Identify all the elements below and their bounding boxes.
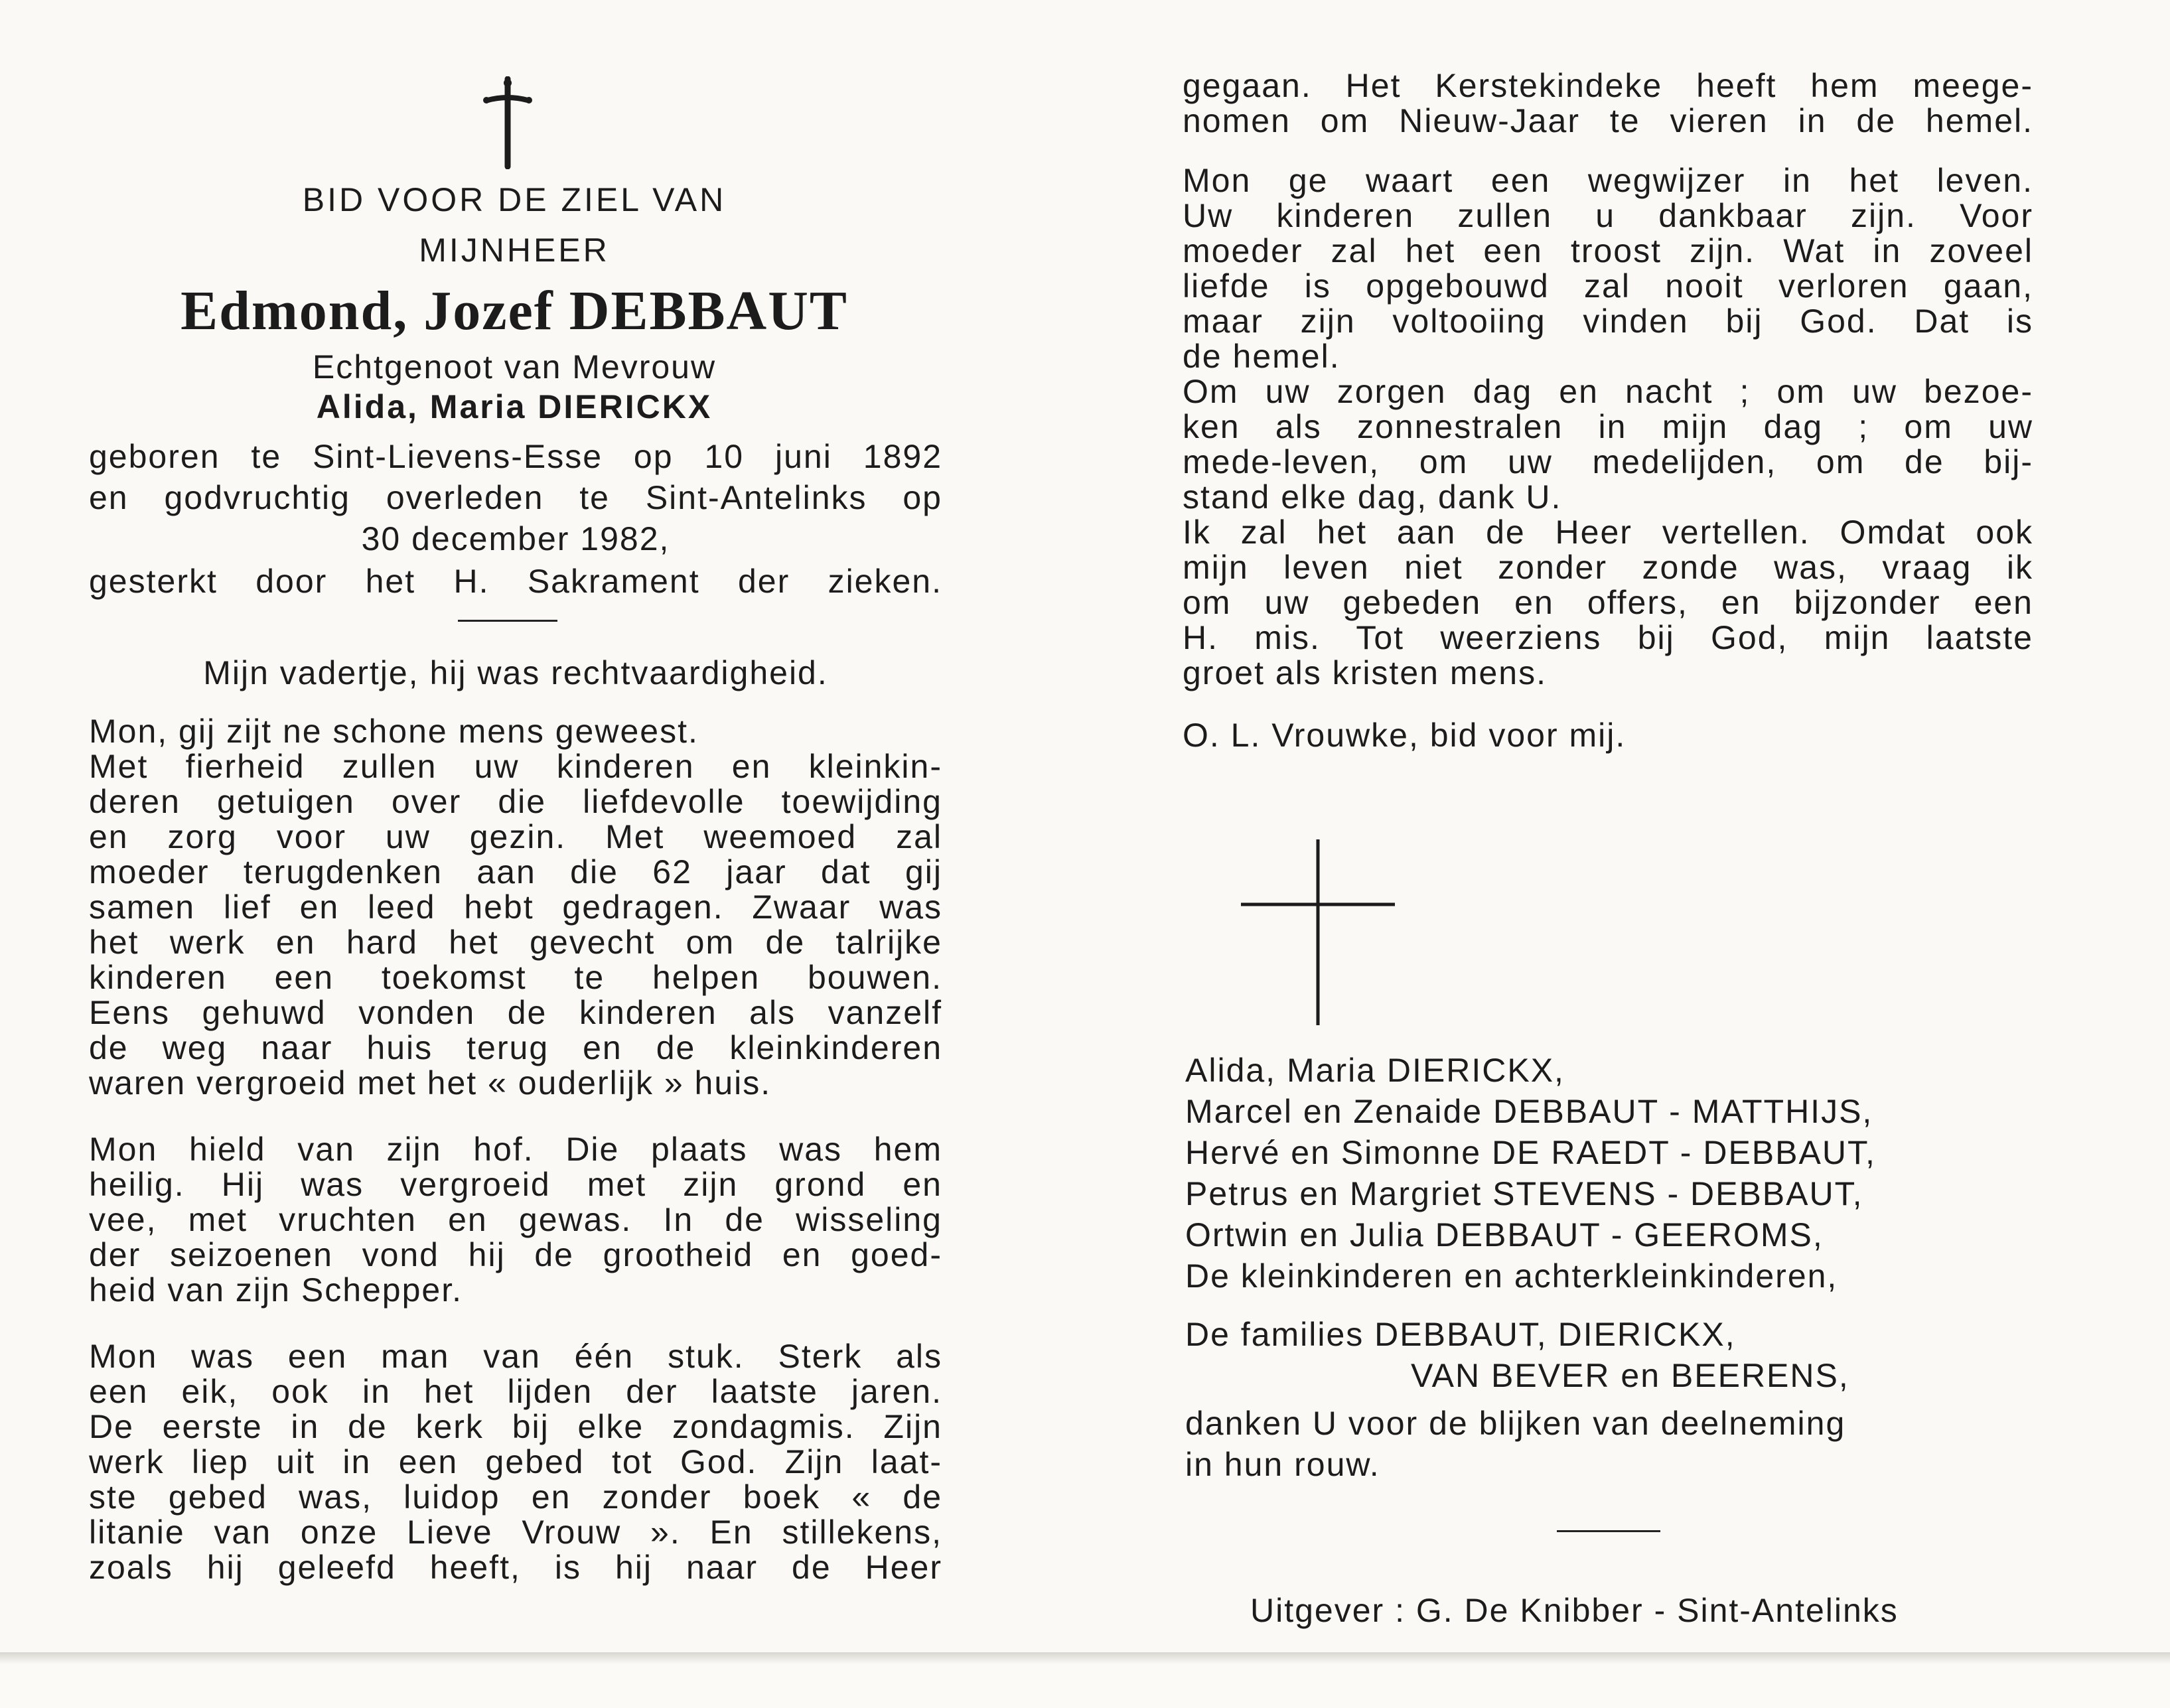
text-line: om uw gebeden en offers, en bijzonder een (1183, 584, 2033, 621)
text-line: Mon ge waart een wegwijzer in het leven. (1183, 162, 2033, 199)
spouse-name: Alida, Maria DIERICKX (316, 388, 713, 425)
text-line: H. mis. Tot weerziens bij God, mijn laatste (1183, 619, 2033, 656)
family-line: Alida, Maria DIERICKX, (1185, 1052, 1565, 1089)
families-line-1: De families DEBBAUT, DIERICKX, (1185, 1316, 1736, 1353)
text-line: gegaan. Het Kerstekindeke heeft hem meege- (1183, 67, 2033, 104)
text-line: mijn leven niet zonder zonde was, vraag ik (1183, 549, 2033, 586)
text-line: vee, met vruchten en gewas. In de wisseling (89, 1201, 942, 1238)
families-line-2: VAN BEVER en BEERENS, (1411, 1357, 1849, 1394)
text-line: liefde is opgebouwd zal nooit verloren gaan, (1183, 267, 2033, 305)
memorial-cross-icon (1241, 839, 1400, 1025)
text-line: zoals hij geleefd heeft, is hij naar de Heer (89, 1549, 942, 1586)
text-line: kinderen een toekomst te helpen bouwen. (89, 959, 942, 996)
text-line: heid van zijn Schepper. (89, 1271, 463, 1309)
family-line: Petrus en Margriet STEVENS - DEBBAUT, (1185, 1175, 1863, 1212)
text-line: Uw kinderen zullen u dankbaar zijn. Voor (1183, 197, 2033, 234)
text-line: de hemel. (1183, 338, 1340, 375)
text-line: de weg naar huis terug en de kleinkinderen (89, 1029, 942, 1066)
title-mijnheer: MIJNHEER (419, 232, 610, 269)
text-line: maar zijn voltooiing vinden bij God. Dat is (1183, 303, 2033, 340)
thanks-line: in hun rouw. (1185, 1446, 1380, 1483)
text-line: ste gebed was, luidop en zonder boek « de (89, 1478, 942, 1516)
text-line: De eerste in de kerk bij elke zondagmis. Zijn (89, 1408, 942, 1445)
prayer-heading: BID VOOR DE ZIEL VAN (302, 181, 727, 218)
text-line: Om uw zorgen dag en nacht ; om uw bezoe- (1183, 373, 2033, 410)
text-line: Met fierheid zullen uw kinderen en kleinkin- (89, 748, 942, 785)
text-line: stand elke dag, dank U. (1183, 478, 1562, 516)
prayer-line: O. L. Vrouwke, bid voor mij. (1183, 717, 1627, 754)
thanks-line: danken U voor de blijken van deelneming (1185, 1405, 1846, 1442)
death-date: 30 december 1982, (361, 520, 670, 557)
divider (458, 620, 557, 622)
birth-line-1: geboren te Sint-Lievens-Esse op 10 juni 1892 (89, 438, 942, 475)
family-line: De kleinkinderen en achterkleinkinderen, (1185, 1257, 1838, 1295)
text-line: mede-leven, om uw medelijden, om de bij- (1183, 443, 2033, 480)
text-line: samen lief en leed hebt gedragen. Zwaar was (89, 889, 942, 926)
text-line: en zorg voor uw gezin. Met weemoed zal (89, 818, 942, 855)
text-line: ken als zonnestralen in mijn dag ; om uw (1183, 408, 2033, 445)
text-line: Eens gehuwd vonden de kinderen als vanzelf (89, 994, 942, 1031)
text-line: der seizoenen vond hij de grootheid en goed- (89, 1236, 942, 1273)
text-line: deren getuigen over die liefdevolle toewijding (89, 783, 942, 820)
text-line: een eik, ook in het lijden der laatste jaren. (89, 1373, 942, 1410)
text-line: het werk en hard het gevecht om de talrijke (89, 924, 942, 961)
deceased-name: Edmond, Jozef DEBBAUT (181, 280, 848, 342)
text-line: groet als kristen mens. (1183, 654, 1547, 691)
text-line: Ik zal het aan de Heer vertellen. Omdat ook (1183, 514, 2033, 551)
text-line: heilig. Hij was vergroeid met zijn grond en (89, 1166, 942, 1203)
text-line: Mon hield van zijn hof. Die plaats was hem (89, 1131, 942, 1168)
text-line: werk liep uit in een gebed tot God. Zijn laat- (89, 1443, 942, 1480)
family-line: Ortwin en Julia DEBBAUT - GEEROMS, (1185, 1216, 1824, 1253)
text-line: nomen om Nieuw-Jaar te vieren in de hemel. (1183, 102, 2033, 139)
spouse-intro: Echtgenoot van Mevrouw (312, 348, 717, 386)
card-edge-shadow (0, 1652, 2170, 1664)
text-line: moeder zal het een troost zijn. Wat in zoveel (1183, 232, 2033, 269)
text-line: Mon was een man van één stuk. Sterk als (89, 1338, 942, 1375)
family-line: Hervé en Simonne DE RAEDT - DEBBAUT, (1185, 1134, 1876, 1171)
text-line: Mon, gij zijt ne schone mens geweest. (89, 713, 699, 750)
publisher-line: Uitgever : G. De Knibber - Sint-Antelinks (1250, 1592, 1899, 1629)
family-line: Marcel en Zenaide DEBBAUT - MATTHIJS, (1185, 1093, 1873, 1130)
birth-line-2: en godvruchtig overleden te Sint-Antelinks op (89, 479, 942, 516)
text-line: litanie van onze Lieve Vrouw ». En stillekens, (89, 1514, 942, 1551)
divider (1557, 1530, 1660, 1532)
motto: Mijn vadertje, hij was rechtvaardigheid. (203, 654, 828, 691)
cross-icon (481, 76, 534, 169)
sacrament-line: gesterkt door het H. Sakrament der zieken. (89, 563, 942, 600)
text-line: waren vergroeid met het « ouderlijk » huis. (89, 1064, 772, 1102)
text-line: moeder terugdenken aan die 62 jaar dat gij (89, 853, 942, 890)
